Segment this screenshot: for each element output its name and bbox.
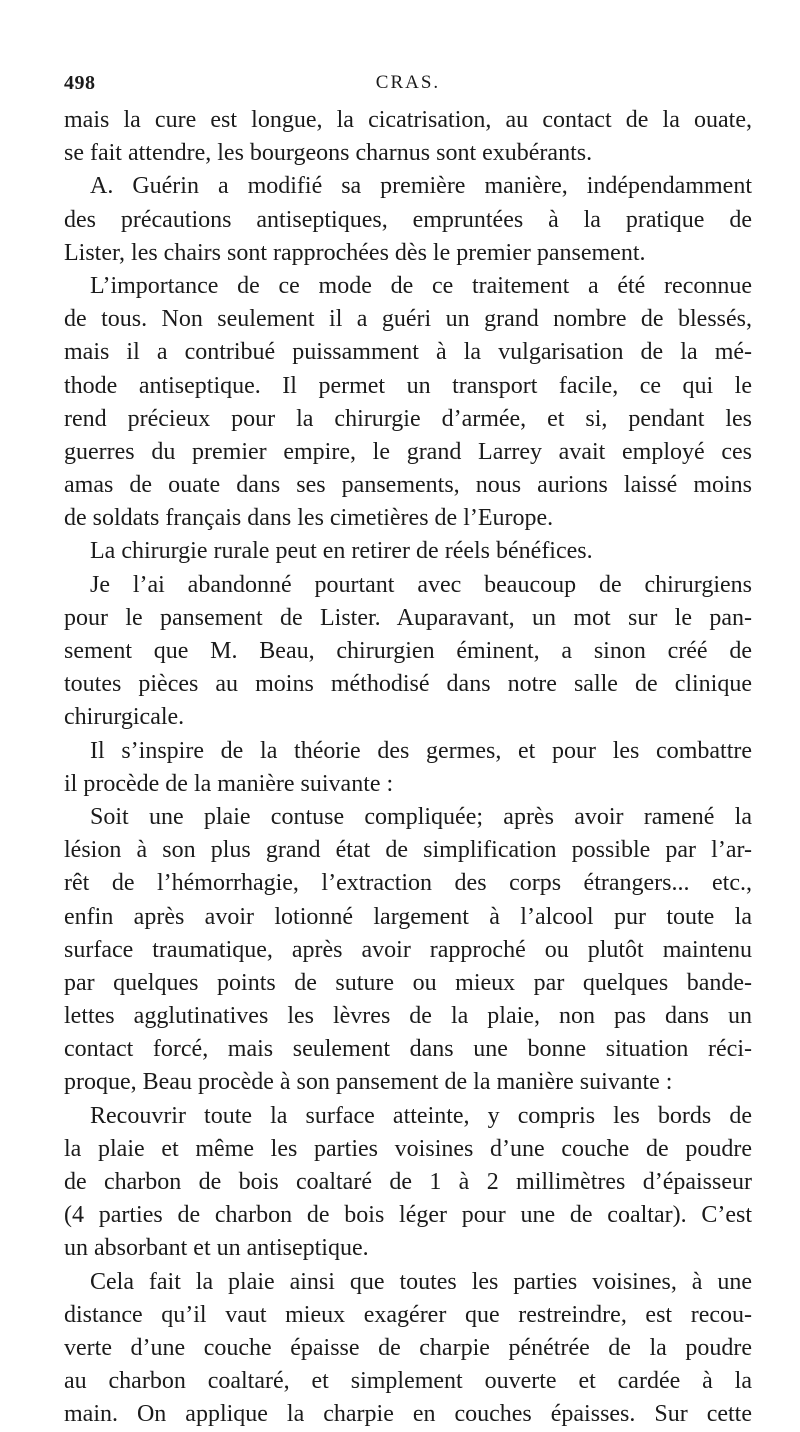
running-head: CRAS. xyxy=(375,72,441,93)
text-line: lettes agglutinatives les lèvres de la plaie, non pas dans un xyxy=(64,1003,752,1030)
text-line: Lister, les chairs sont rapprochées dès le premier pansement. xyxy=(64,239,646,266)
text-line: amas de ouate dans ses pansements, nous aurions laissé moins xyxy=(64,472,752,499)
text-line: guerres du premier empire, le grand Larrey avait employé ces xyxy=(64,438,752,465)
text-line: distance qu’il vaut mieux exagérer que restreindre, est recou- xyxy=(64,1301,752,1328)
text-line: surface traumatique, après avoir rapproché ou plutôt maintenu xyxy=(64,936,752,963)
text-line: contact forcé, mais seulement dans une bonne situation réci- xyxy=(64,1036,752,1063)
text-line: un absorbant et un antiseptique. xyxy=(64,1235,369,1262)
text-line: Soit une plaie contuse compliquée; après avoir ramené la xyxy=(90,803,752,830)
text-line: se fait attendre, les bourgeons charnus sont exubérants. xyxy=(64,140,593,167)
text-line: lésion à son plus grand état de simplification possible par l’ar- xyxy=(64,837,752,864)
text-line: il procède de la manière suivante : xyxy=(64,770,394,797)
text-line: enfin après avoir lotionné largement à l’alcool pur toute la xyxy=(64,903,752,930)
text-line: des précautions antiseptiques, empruntées à la pratique de xyxy=(64,206,752,233)
text-line: Cela fait la plaie ainsi que toutes les parties voisines, à une xyxy=(90,1268,752,1295)
text-line: Recouvrir toute la surface atteinte, y compris les bords de xyxy=(90,1102,752,1129)
text-line: par quelques points de suture ou mieux par quelques bande- xyxy=(64,969,752,996)
page-header xyxy=(64,72,752,100)
text-line: proque, Beau procède à son pansement de la manière suivante : xyxy=(64,1069,673,1096)
text-line: sement que M. Beau, chirurgien éminent, a sinon créé de xyxy=(64,638,752,664)
text-line: au charbon coaltaré, et simplement ouverte et cardée à la xyxy=(64,1368,752,1395)
text-line: Il s’inspire de la théorie des germes, et pour les combattre xyxy=(90,737,752,764)
text-line: de tous. Non seulement il a guéri un grand nombre de blessés, xyxy=(64,306,752,333)
text-line: de soldats français dans les cimetières de l’Europe. xyxy=(64,505,554,532)
text-line: main. On applique la charpie en couches épaisses. Sur cette xyxy=(64,1401,752,1428)
text-line: Je l’ai abandonné pourtant avec beaucoup de chirurgiens xyxy=(90,571,752,598)
body-text xyxy=(64,104,752,1432)
text-line: L’importance de ce mode de ce traitement a été reconnue xyxy=(90,272,752,299)
text-line: mais il a contribué puissamment à la vulgarisation de la mé- xyxy=(64,339,752,366)
text-line: rêt de l’hémorrhagie, l’extraction des corps étrangers... etc., xyxy=(64,870,752,897)
page-number: 498 xyxy=(64,72,96,94)
text-line: A. Guérin a modifié sa première manière, indépendamment xyxy=(90,173,752,200)
text-line: rend précieux pour la chirurgie d’armée, et si, pendant les xyxy=(64,405,752,432)
text-line: thode antiseptique. Il permet un transport facile, ce qui le xyxy=(64,372,752,399)
text-line: La chirurgie rurale peut en retirer de réels bénéfices. xyxy=(90,538,593,565)
text-line: verte d’une couche épaisse de charpie pénétrée de la poudre xyxy=(64,1334,752,1361)
text-line: de charbon de bois coaltaré de 1 à 2 millimètres d’épaisseur xyxy=(64,1169,752,1195)
text-line: pour le pansement de Lister. Auparavant, un mot sur le pan- xyxy=(64,604,752,631)
text-line: la plaie et même les parties voisines d’une couche de poudre xyxy=(64,1135,752,1162)
text-line: chirurgicale. xyxy=(64,704,185,731)
text-line: toutes pièces au moins méthodisé dans notre salle de clinique xyxy=(64,671,752,698)
text-line: (4 parties de charbon de bois léger pour une de coaltar). C’est xyxy=(64,1202,752,1229)
text-line: mais la cure est longue, la cicatrisation, au contact de la ouate, xyxy=(64,107,752,133)
